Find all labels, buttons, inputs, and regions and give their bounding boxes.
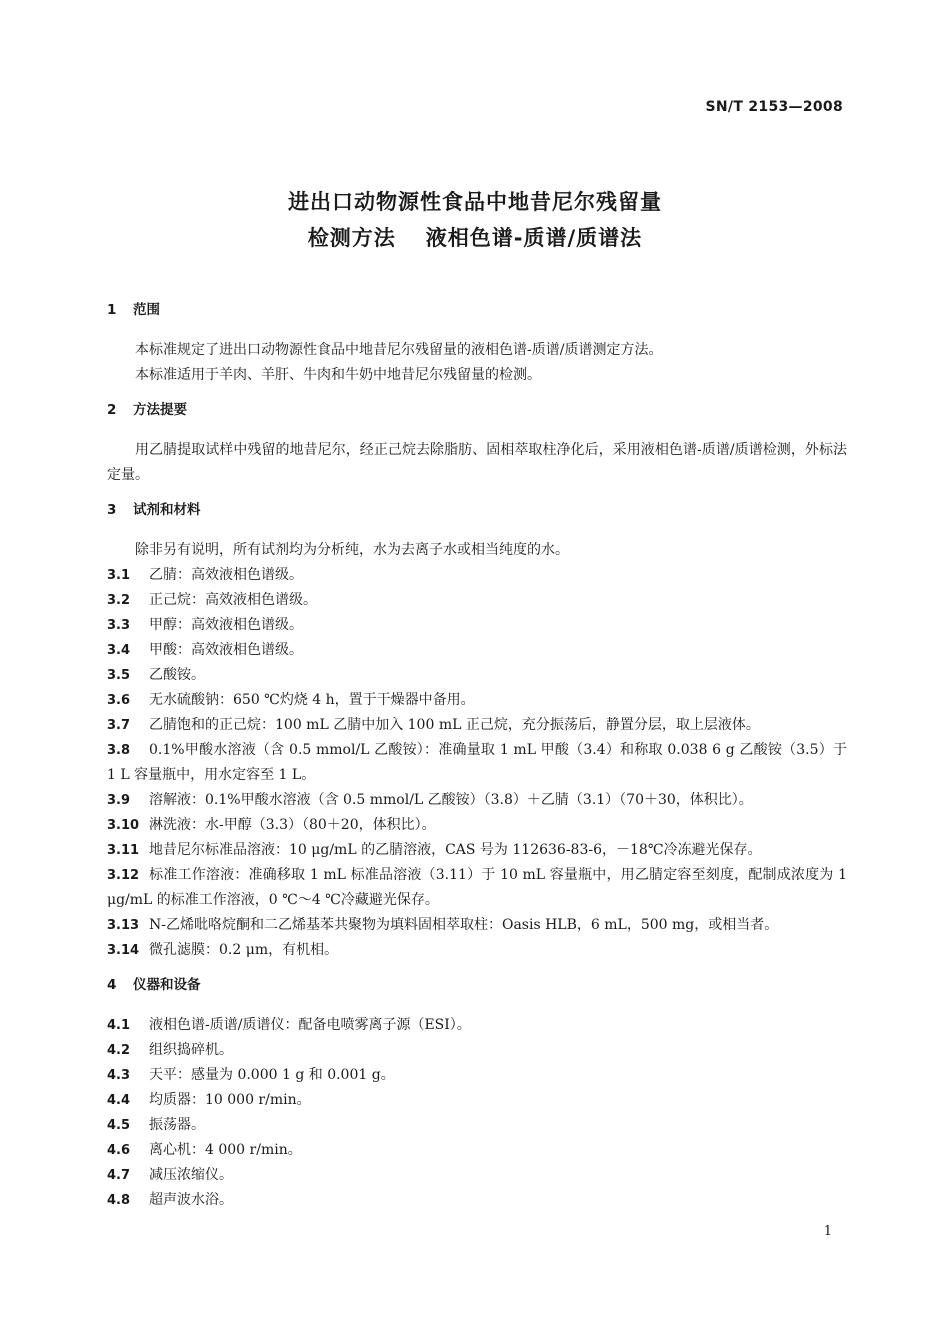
item-number: 3.13 <box>107 918 140 933</box>
item-number: 3.2 <box>107 593 131 608</box>
list-item <box>107 1188 847 1213</box>
item-number: 3.9 <box>107 793 131 808</box>
reagent-list <box>107 563 847 963</box>
section-title: 仪器和设备 <box>133 977 201 993</box>
list-item <box>107 738 847 788</box>
list-item <box>107 1113 847 1138</box>
item-number: 3.4 <box>107 643 131 658</box>
list-item <box>107 713 847 738</box>
item-number: 4.2 <box>107 1043 131 1058</box>
list-item <box>107 913 847 938</box>
item-number: 4.3 <box>107 1068 131 1083</box>
section-title: 方法提要 <box>133 402 187 418</box>
item-text: 液相色谱-质谱/质谱仪：配备电喷雾离子源（ESI）。 <box>149 1017 471 1033</box>
item-number: 4.4 <box>107 1093 131 1108</box>
section-number: 3 <box>107 502 117 518</box>
section-number: 4 <box>107 977 117 993</box>
document-title-line-1: 进出口动物源性食品中地昔尼尔残留量 <box>288 190 662 214</box>
page-number: 1 <box>823 1224 832 1239</box>
standard-code: SN/T 2153—2008 <box>705 99 843 115</box>
item-text: 无水硫酸钠：650 ℃灼烧 4 h，置于干燥器中备用。 <box>149 692 475 708</box>
list-item <box>107 838 847 863</box>
item-number: 3.1 <box>107 568 131 583</box>
item-number: 3.11 <box>107 843 140 858</box>
item-number: 3.14 <box>107 943 140 958</box>
list-item <box>107 638 847 663</box>
item-number: 4.8 <box>107 1193 131 1208</box>
item-number: 4.1 <box>107 1018 131 1033</box>
scope-paragraph: 本标准适用于羊肉、羊肝、牛肉和牛奶中地昔尼尔残留量的检测。 <box>135 367 541 383</box>
item-text: 振荡器。 <box>149 1117 205 1133</box>
list-item <box>107 788 847 813</box>
item-number: 4.6 <box>107 1143 131 1158</box>
item-number: 3.8 <box>107 743 131 758</box>
method-paragraph: 用乙腈提取试样中残留的地昔尼尔，经正己烷去除脂肪、固相萃取柱净化后，采用液相色谱-质谱/质谱检测，外标法定量。 <box>107 442 847 483</box>
item-text: 微孔滤膜：0.2 μm，有机相。 <box>149 942 339 958</box>
item-text: 乙腈：高效液相色谱级。 <box>149 567 303 583</box>
item-text: 地昔尼尔标准品溶液：10 μg/mL 的乙腈溶液，CAS 号为 112636-83-6，－18℃冷冻避光保存。 <box>149 842 762 858</box>
list-item <box>107 1063 847 1088</box>
item-number: 3.12 <box>107 868 140 883</box>
section-heading-scope <box>107 298 847 322</box>
list-item <box>107 1138 847 1163</box>
item-text: 淋洗液：水-甲醇（3.3）（80＋20，体积比）。 <box>149 817 436 833</box>
item-number: 4.7 <box>107 1168 131 1183</box>
list-item <box>107 1088 847 1113</box>
list-item <box>107 563 847 588</box>
item-text: 超声波水浴。 <box>149 1192 233 1208</box>
list-item <box>107 1038 847 1063</box>
reagents-intro: 除非另有说明，所有试剂均为分析纯，水为去离子水或相当纯度的水。 <box>135 542 569 558</box>
document-title-line-2 <box>0 222 950 252</box>
item-text: 0.1%甲酸水溶液（含 0.5 mmol/L 乙酸铵）：准确量取 1 mL 甲酸（3.4）和称取 0.038 6 g 乙酸铵（3.5）于 1 L 容量瓶中，用水定容至 1 L。 <box>107 742 847 783</box>
section-heading-apparatus <box>107 973 847 997</box>
scope-paragraph: 本标准规定了进出口动物源性食品中地昔尼尔残留量的液相色谱-质谱/质谱测定方法。 <box>135 342 663 358</box>
item-number: 3.3 <box>107 618 131 633</box>
document-body <box>107 298 847 1213</box>
item-text: 均质器：10 000 r/min。 <box>149 1092 311 1108</box>
list-item <box>107 688 847 713</box>
item-text: 正己烷：高效液相色谱级。 <box>149 592 317 608</box>
item-text: 甲醇：高效液相色谱级。 <box>149 617 303 633</box>
section-title: 范围 <box>133 302 160 318</box>
section-title: 试剂和材料 <box>133 502 201 518</box>
item-text: 离心机：4 000 r/min。 <box>149 1142 302 1158</box>
item-number: 3.7 <box>107 718 131 733</box>
list-item <box>107 813 847 838</box>
list-item <box>107 613 847 638</box>
section-number: 2 <box>107 402 117 418</box>
item-number: 3.6 <box>107 693 131 708</box>
item-text: 乙腈饱和的正己烷：100 mL 乙腈中加入 100 mL 正己烷，充分振荡后，静置分层，取上层液体。 <box>149 717 760 733</box>
item-text: 乙酸铵。 <box>149 667 205 683</box>
item-number: 4.5 <box>107 1118 131 1133</box>
item-text: 天平：感量为 0.000 1 g 和 0.001 g。 <box>149 1067 395 1083</box>
list-item <box>107 663 847 688</box>
section-heading-reagents <box>107 498 847 522</box>
section-heading-method <box>107 398 847 422</box>
section-number: 1 <box>107 302 117 318</box>
title-part-2: 液相色谱-质谱/质谱法 <box>425 226 643 250</box>
list-item <box>107 1163 847 1188</box>
list-item <box>107 938 847 963</box>
apparatus-list <box>107 1013 847 1213</box>
item-text: 减压浓缩仪。 <box>149 1167 233 1183</box>
item-number: 3.10 <box>107 818 140 833</box>
list-item <box>107 863 847 913</box>
item-text: N-乙烯吡咯烷酮和二乙烯基苯共聚物为填料固相萃取柱：Oasis HLB，6 mL，500 mg，或相当者。 <box>149 917 779 933</box>
item-text: 溶解液：0.1%甲酸水溶液（含 0.5 mmol/L 乙酸铵）（3.8）＋乙腈（3.1）（70＋30，体积比）。 <box>149 792 753 808</box>
item-text: 组织捣碎机。 <box>149 1042 233 1058</box>
list-item <box>107 588 847 613</box>
title-part-1: 检测方法 <box>307 226 396 250</box>
item-number: 3.5 <box>107 668 131 683</box>
item-text: 甲酸：高效液相色谱级。 <box>149 642 303 658</box>
item-text: 标准工作溶液：准确移取 1 mL 标准品溶液（3.11）于 10 mL 容量瓶中，用乙腈定容至刻度，配制成浓度为 1 μg/mL 的标准工作溶液，0 ℃～4 ℃冷藏避光保存。 <box>107 867 847 908</box>
list-item <box>107 1013 847 1038</box>
